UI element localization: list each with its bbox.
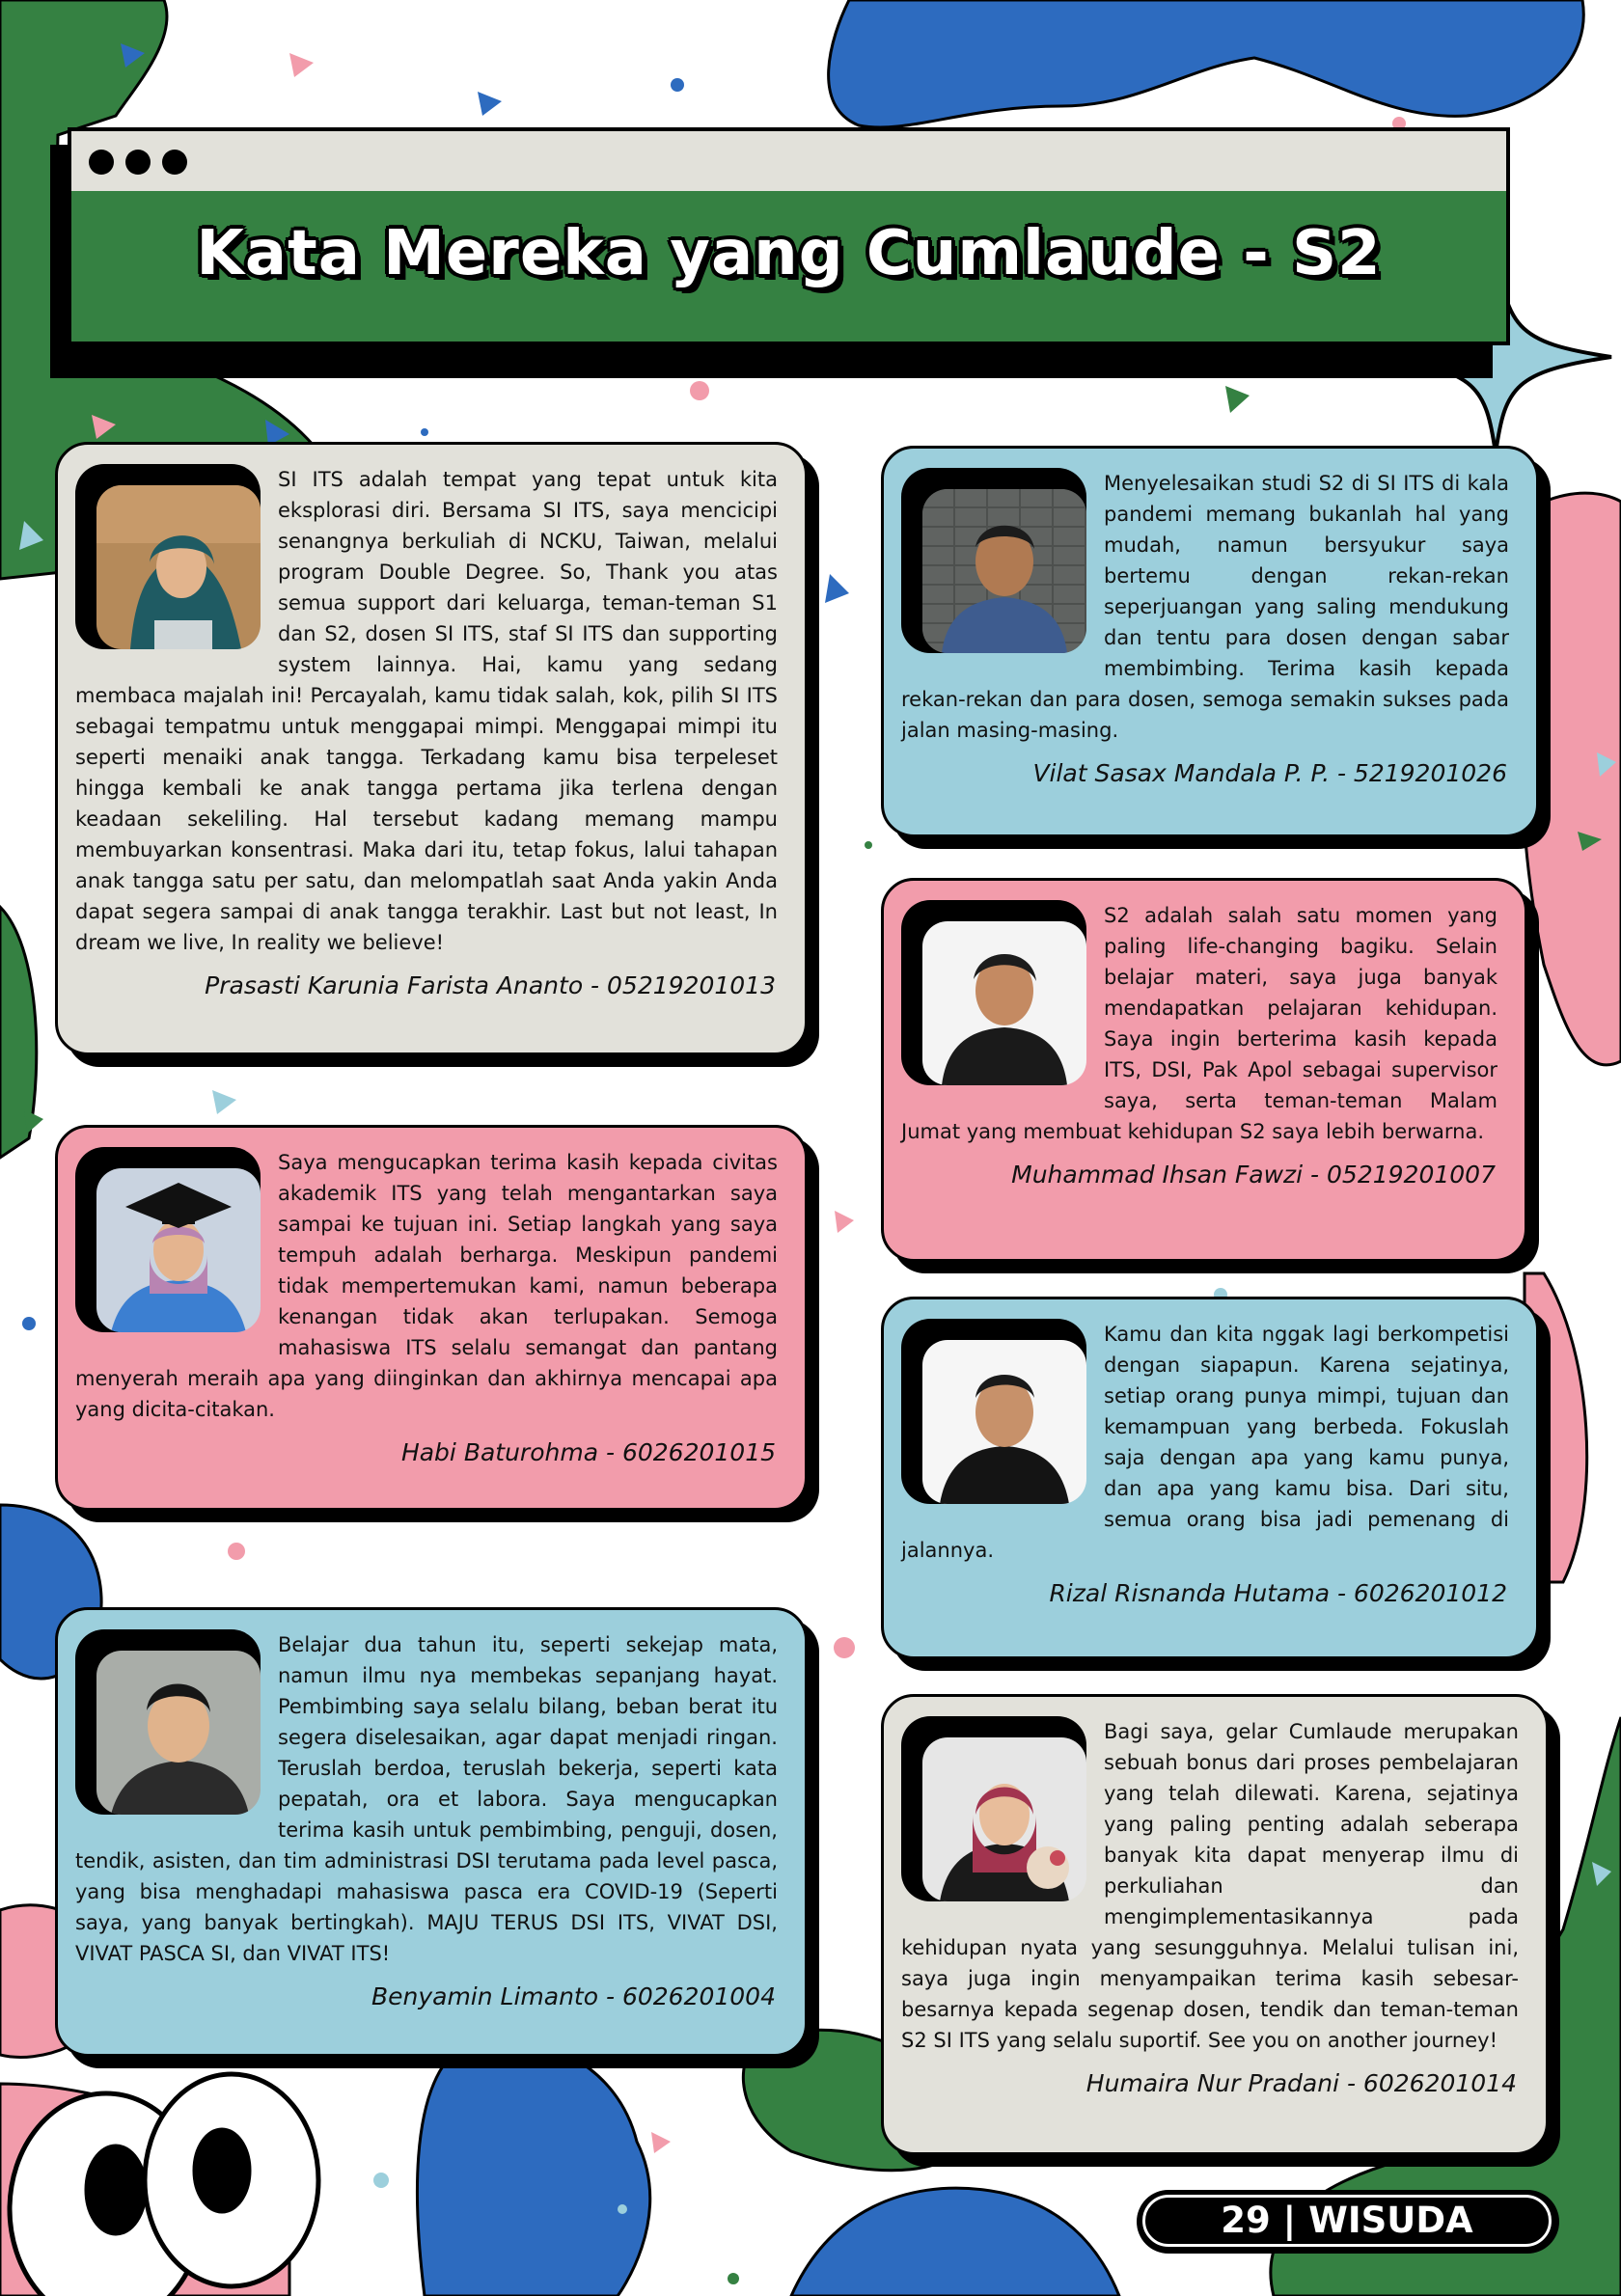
blue-blob-top <box>829 0 1584 127</box>
testimonial-text: Menyelesaikan studi S2 di SI ITS di kala pandemi memang bukanlah hal yang mudah, namun bersyukur saya bertemu dengan rekan-rekan seperjuangan yang saling mendukung dan tentu para dosen dengan sabar membimbing. Terima kasih kepada rekan-rekan dan para dosen, semoga semakin sukses pada jalan masing-masing. <box>901 472 1509 742</box>
testimonial-card <box>55 1125 808 1511</box>
window-dot-icon <box>162 150 187 175</box>
testimonial-card <box>881 446 1539 837</box>
blue-blob-bottom <box>417 2040 649 2296</box>
window-dot-icon <box>89 150 114 175</box>
testimonial-author: Vilat Sasax Mandala P. P. - 5219201026 <box>1032 759 1507 787</box>
profile-photo <box>901 900 1086 1085</box>
page-number-label: 29 | WISUDA <box>1142 2195 1552 2247</box>
blue-blob-bottom-right <box>791 2188 1119 2296</box>
testimonial-author: Muhammad Ihsan Fawzi - 05219201007 <box>1011 1161 1496 1189</box>
testimonial-text: SI ITS adalah tempat yang tepat untuk kita eksplorasi diri. Bersama SI ITS, saya mencicipi senangnya berkuliah di NCKU, Taiwan, melalui program Double Degree. So, Thank you atas semua support dari keluarga, teman-teman S1 dan S2, dosen SI ITS, staf SI ITS dan supporting system lainnya. Hai, kamu yang sedang membaca majalah ini! Percayalah, kamu tidak salah, kok, pilih SI ITS sebagai tempatmu untuk menggapai mimpi. Menggapai mimpi itu seperti menaiki anak tangga. Terkadang kamu bisa terpeleset hingga kembali ke anak tangga pertama jika terlena dengan keadaan sekeliling. Hal tersebut kadang memang mampu membuyarkan konsentrasi. Maka dari itu, tetap fokus, lalui tahapan anak tangga satu per satu, dan melompatlah saat Anda yakin Anda dapat segera sampai di anak tangga terakhir. Last but not least, In dream we live, In reality we believe! <box>75 468 778 954</box>
profile-photo <box>75 1147 261 1332</box>
testimonial-text: S2 adalah salah satu momen yang paling life-changing bagiku. Selain belajar materi, saya juga banyak mendapatkan pelajaran kehidupan. Saya ingin berterima kasih kepada ITS, DSI, Pak Apol sebagai supervisor saya, serta teman-teman Malam Jumat yang membuat kehidupan S2 saya lebih berwarna. <box>901 904 1497 1143</box>
portrait-image <box>922 489 1086 653</box>
title-window <box>68 127 1510 361</box>
testimonial-text: Belajar dua tahun itu, seperti sekejap mata, namun ilmu nya membekas sepanjang hayat. Pembimbing saya selalu bilang, beban berat itu segera diselesaikan, agar dapat menjadi ringan. Teruslah berdoa, teruslah bekerja, seperti kata pepatah, ora et labora. Saya mengucapkan terima kasih untuk pembimbing, penguji, dosen, tendik, asisten, dan tim administrasi DSI terutama pada level pasca, yang bisa menghadapi mahasiswa pasca era COVID-19 (Seperti saya, yang banyak bertingkah). MAJU TERUS DSI ITS, VIVAT DSI, VIVAT PASCA SI, dan VIVAT ITS! <box>75 1633 778 1965</box>
testimonial-author: Humaira Nur Pradani - 6026201014 <box>1085 2069 1517 2097</box>
testimonial-card <box>55 1607 808 2057</box>
testimonial-author: Rizal Risnanda Hutama - 6026201012 <box>1049 1579 1507 1607</box>
window-dot-icon <box>125 150 151 175</box>
portrait-image <box>96 1168 261 1332</box>
testimonial-card <box>881 878 1527 1262</box>
portrait-image <box>922 1737 1086 1901</box>
portrait-image <box>96 1651 261 1815</box>
profile-photo <box>901 1319 1086 1504</box>
testimonial-author: Prasasti Karunia Farista Ananto - 05219201013 <box>205 971 776 999</box>
testimonial-card <box>55 442 808 1055</box>
page-title: Kata Mereka yang Cumlaude - S2 <box>196 218 1382 289</box>
testimonial-author: Benyamin Limanto - 6026201004 <box>371 1982 776 2010</box>
testimonial-card <box>881 1694 1549 2155</box>
testimonial-author: Habi Baturohma - 6026201015 <box>400 1438 776 1466</box>
window-titlebar <box>68 127 1510 195</box>
portrait-image <box>922 1340 1086 1504</box>
window-body <box>68 191 1510 345</box>
testimonial-card <box>881 1297 1539 1659</box>
profile-photo <box>901 1716 1086 1901</box>
testimonial-text: Bagi saya, gelar Cumlaude merupakan sebuah bonus dari proses pembelajaran yang telah dilewati. Karena, sejatinya yang paling penting adalah seberapa banyak kita dapat menyerap ilmu di perkuliahan dan mengimplementasikannya pada kehidupan nyata yang sesungguhnya. Melalui tulisan ini, saya juga ingin menyampaikan terima kasih sebesar-besarnya kepada segenap dosen, tendik dan teman-teman S2 SI ITS yang selalu suportif. See you on another journey! <box>901 1720 1519 2052</box>
profile-photo <box>901 468 1086 653</box>
portrait-image <box>96 485 261 649</box>
testimonial-text: Saya mengucapkan terima kasih kepada civitas akademik ITS yang telah mengantarkan saya sampai ke tujuan ini. Setiap langkah yang saya tempuh adalah berharga. Meskipun pandemi tidak mempertemukan kami, namun beberapa kenangan tidak akan terlupakan. Semoga mahasiswa ITS selalu semangat dan pantang menyerah meraih apa yang diinginkan dan akhirnya mencapai apa yang dicita-citakan. <box>75 1151 778 1421</box>
cartoon-eyes <box>10 2074 318 2296</box>
page-number-badge <box>1137 2190 1559 2254</box>
testimonial-text: Kamu dan kita nggak lagi berkompetisi dengan siapapun. Karena sejatinya, setiap orang punya mimpi, tujuan dan kemampuan yang berbeda. Fokuslah saja dengan apa yang kamu punya, dan apa yang kamu bisa. Dari situ, semua orang bisa jadi pemenang di jalannya. <box>901 1323 1509 1562</box>
profile-photo <box>75 1629 261 1815</box>
profile-photo <box>75 464 261 649</box>
portrait-image <box>922 921 1086 1085</box>
